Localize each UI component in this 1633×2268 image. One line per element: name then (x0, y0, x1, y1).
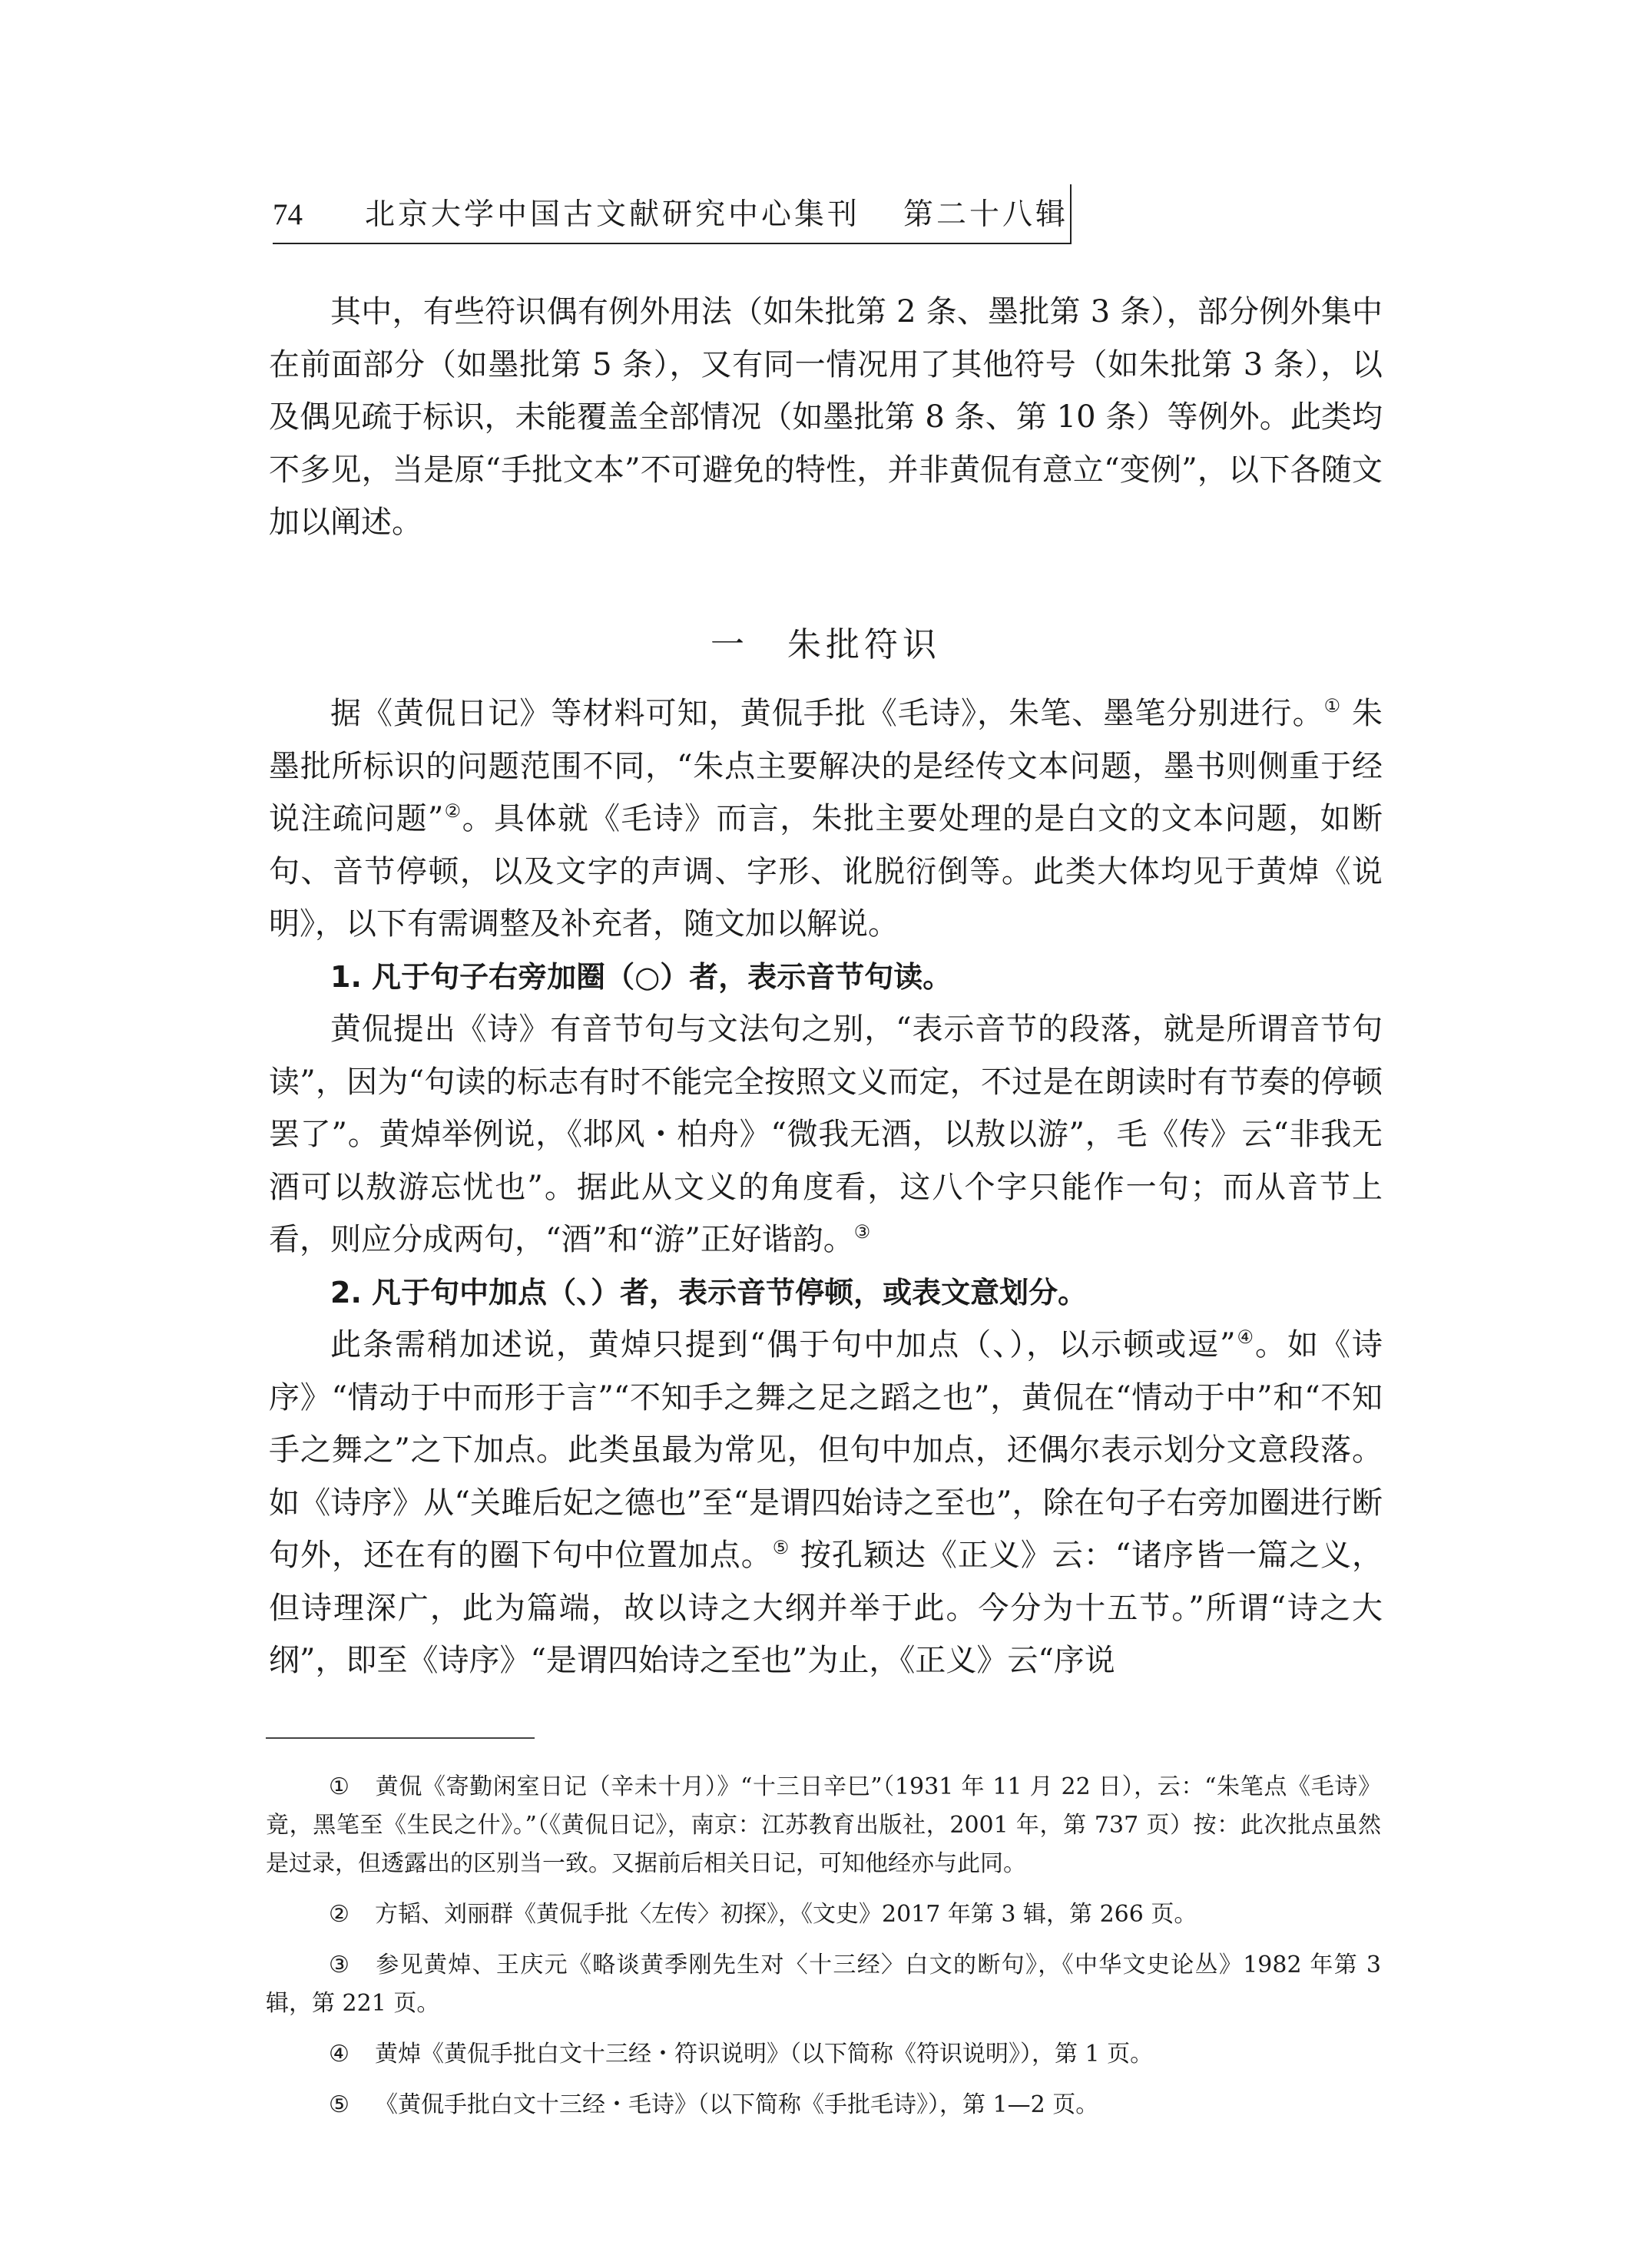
footnote-marker: ② (329, 1901, 349, 1928)
running-header-text (273, 190, 1068, 233)
footnote-ref: ⑤ (772, 1537, 790, 1558)
footnote-divider (266, 1737, 535, 1739)
paragraph-text: 黄侃提出《诗》有音节句与文法句之别，“表示音节的段落，就是所谓音节句读”，因为“句读的标志有时不能完全按照文义而定，不过是在朗读时有节奏的停顿罢了”。黄焯举例说，《邶风・柏舟》“微我无酒，以敖以游”，毛《传》云“非我无酒可以敖游忘忧也”。据此从文义的角度看，这八个字只能作一句；而从音节上看，则应分成两句，“酒”和“游”正好谐韵。 (269, 1011, 1383, 1257)
footnote-marker: ⑤ (329, 2091, 349, 2118)
issue-label: 第二十八辑 (903, 197, 1069, 232)
paragraph-intro-zhupi (269, 687, 1383, 951)
footnotes (266, 1768, 1381, 2137)
footnote-text: 黄焯《黄侃手批白文十三经・符识说明》（以下简称《符识说明》），第 1 页。 (375, 2041, 1154, 2068)
footnote-marker: ① (329, 1773, 349, 1800)
intro-paragraph: 其中，有些符识偶有例外用法（如朱批第 2 条、墨批第 3 条），部分例外集中在前面部分（如墨批第 5 条），又有同一情况用了其他符号（如朱批第 3 条），以及偶见疏于标识，未能覆盖全部情况（如墨批第 8 条、第 10 条）等例外。此类均不多见，当是原“手批文本”不可避免的特性，并非黄侃有意立“变例”，以下各随文加以阐述。 (269, 294, 1383, 540)
paragraph-text: 朱墨批所标识的问题范围不同，“朱点主要解决的是经传文本问题，墨书则侧重于经说注疏问题” (269, 696, 1383, 836)
paragraph-text: 据《黄侃日记》等材料可知，黄侃手批《毛诗》，朱笔、墨笔分别进行。 (330, 696, 1324, 731)
footnote-ref: ③ (853, 1221, 871, 1243)
footnote-item (266, 1896, 1381, 1934)
footnote-marker: ④ (329, 2041, 349, 2068)
paragraph-text: 。具体就《毛诗》而言，朱批主要处理的是白文的文本问题，如断句、音节停顿，以及文字的声调、字形、讹脱衍倒等。此类大体均见于黄焯《说明》，以下有需调整及补充者，随文加以解说。 (269, 801, 1383, 942)
item-paragraph-2 (269, 1319, 1383, 1687)
item-heading-1: 1. 凡于句子右旁加圈（○）者，表示音节句读。 (330, 959, 952, 994)
footnote-text: 《黄侃手批白文十三经・毛诗》（以下简称《手批毛诗》），第 1—2 页。 (375, 2091, 1099, 2118)
footnote-item (266, 2086, 1381, 2124)
paragraph-text: 。如《诗序》“情动于中而形于言”“不知手之舞之足之蹈之也”，黄侃在“情动于中”和“不知手之舞之”之下加点。此类虽最为常见，但句中加点，还偶尔表示划分文意段落。如《诗序》从“关雎后妃之德也”至“是谓四始诗之至也”，除在句子右旁加圈进行断句外，还在有的圈下句中位置加点。 (269, 1327, 1383, 1573)
paragraph-text: 按孔颖达《正义》云：“诸序皆一篇之义，但诗理深广，此为篇端，故以诗之大纲并举于此。今分为十五节。”所谓“诗之大纲”，即至《诗序》“是谓四始诗之至也”为止，《正义》云“序说 (269, 1538, 1383, 1678)
footnote-item (266, 1946, 1381, 2023)
page-number: 74 (273, 198, 303, 231)
item-paragraph-1 (269, 1003, 1383, 1266)
section-title: 一 朱批符识 (711, 625, 941, 664)
footnote-text: 黄侃《寄勤闲室日记（辛未十月）》“十三日辛巳”（1931 年 11 月 22 日），云：“朱笔点《毛诗》竟，黑笔至《生民之什》。”（《黄侃日记》，南京：江苏教育出版社，2001 年，第 737 页）按：此次批点虽然是过录，但透露出的区别当一致。又据前后相关日记，可知他经亦与此同。 (266, 1773, 1381, 1877)
paragraph-text: 此条需稍加述说，黄焯只提到“偶于句中加点（、），以示顿或逗” (330, 1327, 1236, 1362)
footnote-ref: ① (1323, 695, 1342, 717)
footnote-text: 参见黄焯、王庆元《略谈黄季刚先生对〈十三经〉白文的断句》，《中华文史论丛》1982 年第 3 辑，第 221 页。 (266, 1952, 1381, 2017)
footnote-text: 方韬、刘丽群《黄侃手批〈左传〉初探》，《文史》2017 年第 3 辑，第 266 页。 (375, 1901, 1197, 1928)
footnote-ref: ④ (1235, 1326, 1256, 1348)
intro-block (269, 286, 1383, 549)
journal-title: 北京大学中国古文献研究中心集刊 (365, 197, 861, 232)
footnote-marker: ③ (329, 1952, 349, 1978)
body-block (269, 687, 1383, 1687)
footnote-item (266, 1768, 1381, 1883)
item-heading-2: 2. 凡于句中加点（、）者，表示音节停顿，或表文意划分。 (330, 1275, 1088, 1309)
header-vertical-rule (1070, 184, 1072, 243)
footnote-ref: ② (443, 800, 462, 822)
footnote-item (266, 2035, 1381, 2074)
running-header (273, 183, 1072, 244)
section-title-block (269, 622, 1383, 668)
